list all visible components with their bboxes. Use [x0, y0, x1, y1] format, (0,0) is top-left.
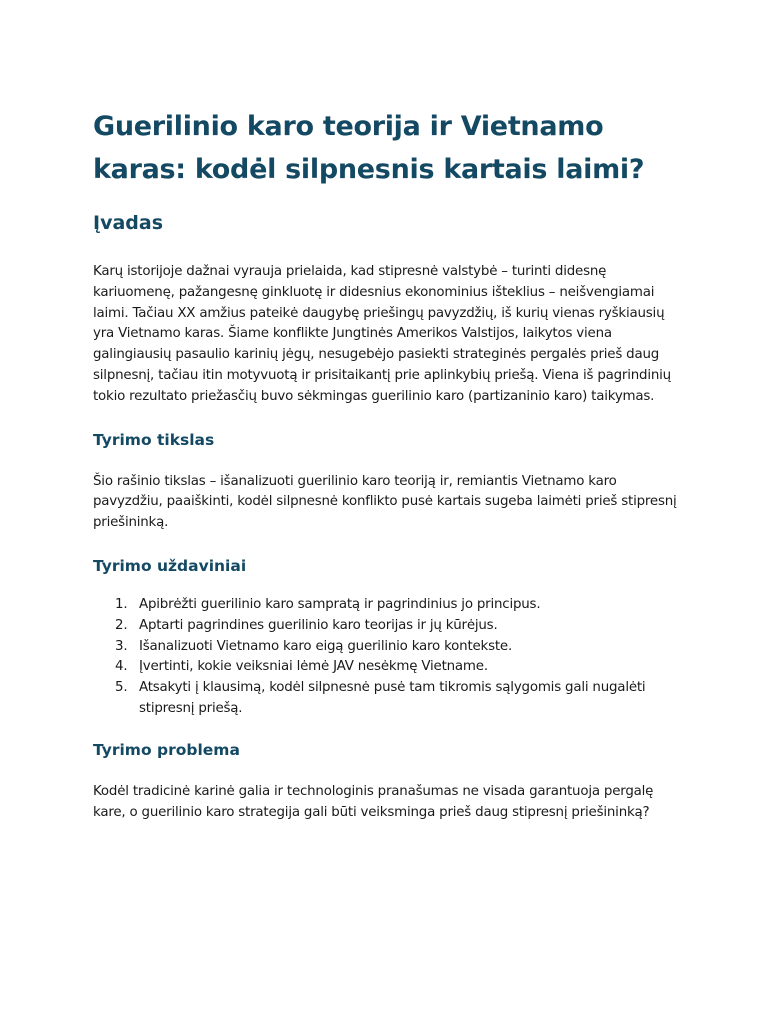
list-item [93, 595, 683, 616]
document-page [93, 105, 683, 823]
document-title: Guerilinio karo teorija ir Vietnamo karas: kodėl silpnesnis kartais laimi? [93, 111, 645, 185]
intro-paragraph: Karų istorijoje dažnai vyrauja prielaida, kad stipresnė valstybė – turinti didesnę kariuomenę, pažangesnę ginkluotę ir didesnius ekonominius išteklius – neišvengiamai laimi. Tačiau XX amžius pateikė daugybę priešingų pavyzdžių, iš kurių vienas ryškiausių yra Vietnamo karas. Šiame konflikte Jungtinės Amerikos Valstijos, laikytos viena galingiausių pasaulio karinių jėgų, nesugebėjo pasiekti strateginės pergalės prieš daug silpnesnį, tačiau itin motyvuotą ir prisitaikantį prie aplinkybių priešą. Viena iš pagrindinių tokio rezultato priežasčių buvo sėkmingas guerilinio karo (partizaninio karo) taikymas. [93, 264, 671, 404]
list-item-text: Apibrėžti guerilinio karo sampratą ir pagrindinius jo principus. [139, 596, 541, 612]
research-goal-heading: Tyrimo tikslas [93, 430, 215, 449]
list-item-number: 5. [115, 680, 128, 696]
research-tasks-list [93, 595, 683, 720]
research-goal-paragraph: Šio rašinio tikslas – išanalizuoti guerilinio karo teoriją ir, remiantis Vietnamo karo pavyzdžiu, paaiškinti, kodėl silpnesnė konflikto pusė kartais sugeba laimėti prieš stipresnį priešininką. [93, 473, 677, 531]
list-item-number: 2. [115, 617, 128, 633]
list-item [93, 678, 683, 720]
list-item [93, 637, 683, 658]
research-tasks-heading: Tyrimo uždaviniai [93, 556, 247, 575]
list-item-number: 3. [115, 638, 128, 654]
research-problem-heading: Tyrimo problema [93, 740, 240, 759]
intro-heading: Įvadas [93, 212, 164, 234]
list-item-text: Įvertinti, kokie veiksniai lėmė JAV nesėkmę Vietname. [139, 659, 488, 675]
list-item-number: 1. [115, 596, 128, 612]
list-item [93, 657, 683, 678]
list-item-text: Atsakyti į klausimą, kodėl silpnesnė pusė tam tikromis sąlygomis gali nugalėti stipresnį priešą. [139, 680, 646, 716]
list-item-text: Aptarti pagrindines guerilinio karo teorijas ir jų kūrėjus. [139, 617, 498, 633]
research-problem-paragraph: Kodėl tradicinė karinė galia ir technologinis pranašumas ne visada garantuoja pergalę kare, o guerilinio karo strategija gali būti veiksminga prieš daug stipresnį priešininką? [93, 783, 654, 820]
list-item-text: Išanalizuoti Vietnamo karo eigą guerilinio karo kontekste. [139, 638, 513, 654]
list-item-number: 4. [115, 659, 128, 675]
list-item [93, 616, 683, 637]
